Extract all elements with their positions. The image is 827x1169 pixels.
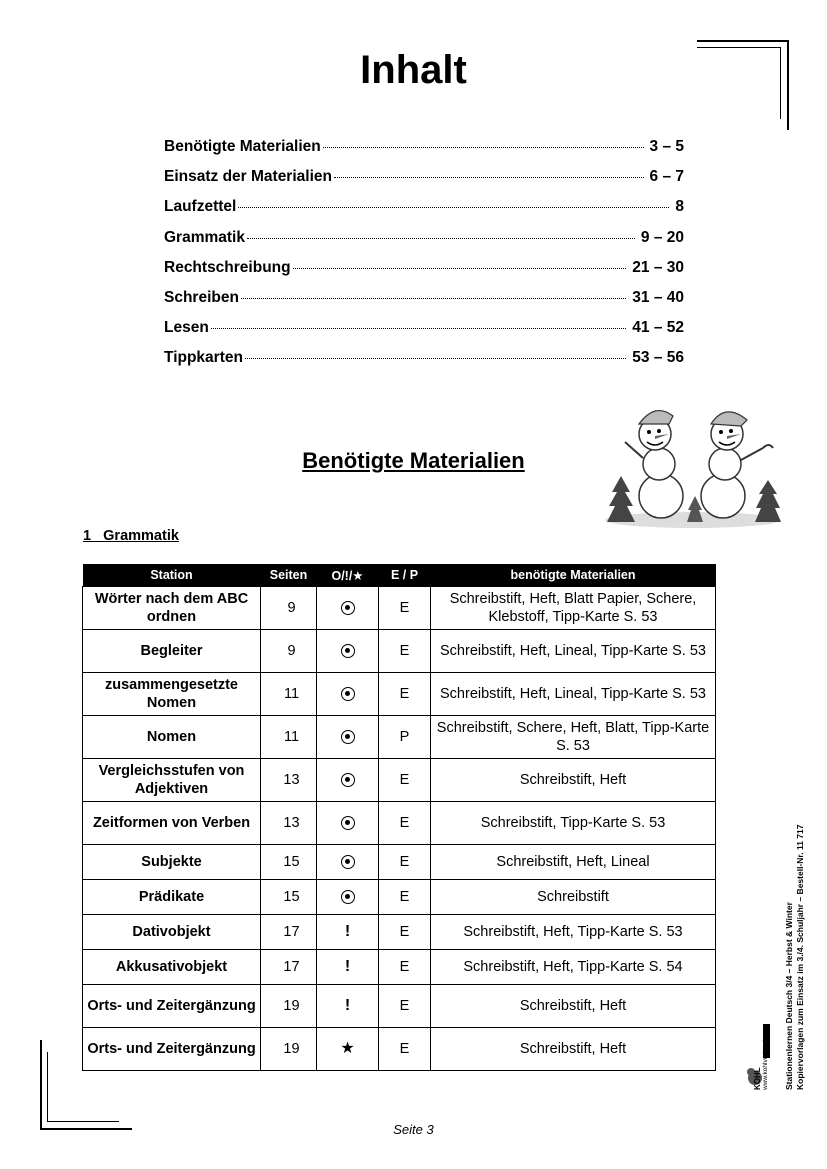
materials-cell: Schreibstift, Heft xyxy=(431,985,716,1028)
target-icon xyxy=(341,687,355,701)
ep-cell: E xyxy=(379,845,431,880)
materials-cell: Schreibstift, Heft xyxy=(431,759,716,802)
toc-entry-label: Laufzettel xyxy=(164,198,237,216)
seiten-cell: 15 xyxy=(261,845,317,880)
seiten-cell: 11 xyxy=(261,673,317,716)
seiten-cell: 9 xyxy=(261,630,317,673)
station-cell: Akkusativobjekt xyxy=(83,950,261,985)
seiten-cell: 15 xyxy=(261,880,317,915)
ep-cell: E xyxy=(379,759,431,802)
column-header-station: Station xyxy=(83,564,261,587)
materials-table xyxy=(82,564,716,1071)
materials-cell: Schreibstift, Tipp-Karte S. 53 xyxy=(431,802,716,845)
subsection-title: 1 Grammatik xyxy=(83,528,179,544)
exclamation-icon: ! xyxy=(317,985,379,1028)
symbol-cell xyxy=(317,880,379,915)
corner-decoration-top-right xyxy=(697,40,789,42)
station-cell: Zeitformen von Verben xyxy=(83,802,261,845)
table-row xyxy=(83,716,716,759)
toc-entry[interactable] xyxy=(164,289,684,319)
seiten-cell: 19 xyxy=(261,985,317,1028)
toc-leader-dots xyxy=(211,328,626,329)
ep-cell: E xyxy=(379,985,431,1028)
materials-cell: Schreibstift, Heft, Lineal xyxy=(431,845,716,880)
symbol-cell xyxy=(317,630,379,673)
toc-entry[interactable] xyxy=(164,259,684,289)
column-header-symbol: O/!/★ xyxy=(317,564,379,587)
table-header-row xyxy=(83,564,716,587)
toc-entry-pages: 21 – 30 xyxy=(632,258,684,276)
seiten-cell: 11 xyxy=(261,716,317,759)
toc-entry[interactable] xyxy=(164,138,684,168)
symbol-cell xyxy=(317,716,379,759)
column-header-materialien: benötigte Materialien xyxy=(431,564,716,587)
side-imprint xyxy=(784,825,805,1091)
toc-entry-label: Schreiben xyxy=(164,288,239,306)
seiten-cell: 19 xyxy=(261,1028,317,1071)
station-cell: Orts- und Zeitergänzung xyxy=(83,985,261,1028)
toc-entry-label: Lesen xyxy=(164,319,209,337)
materials-cell: Schreibstift, Heft, Blatt Papier, Schere, Klebstoff, Tipp-Karte S. 53 xyxy=(431,587,716,630)
materials-cell: Schreibstift, Heft, Lineal, Tipp-Karte S. 53 xyxy=(431,673,716,716)
station-cell: Dativobjekt xyxy=(83,915,261,950)
toc-entry-pages: 53 – 56 xyxy=(632,349,684,367)
exclamation-icon: ! xyxy=(317,950,379,985)
station-cell: Orts- und Zeitergänzung xyxy=(83,1028,261,1071)
exclamation-icon: ! xyxy=(317,915,379,950)
station-cell: Wörter nach dem ABC ordnen xyxy=(83,587,261,630)
corner-decoration-bottom-left xyxy=(47,1052,48,1122)
target-icon xyxy=(341,855,355,869)
ep-cell: E xyxy=(379,880,431,915)
publisher-name: KOHL xyxy=(753,1067,762,1090)
seiten-cell: 13 xyxy=(261,759,317,802)
publisher-text xyxy=(754,1036,770,1090)
table-row xyxy=(83,759,716,802)
toc-entry-pages: 3 – 5 xyxy=(649,138,684,155)
ep-cell: E xyxy=(379,630,431,673)
station-cell: Subjekte xyxy=(83,845,261,880)
toc-entry-label: Tippkarten xyxy=(164,349,243,367)
target-icon xyxy=(341,816,355,830)
toc-leader-dots xyxy=(238,207,669,208)
symbol-cell xyxy=(317,802,379,845)
toc-entry-pages: 6 – 7 xyxy=(649,168,684,186)
station-cell: Vergleichsstufen von Adjektiven xyxy=(83,759,261,802)
toc-leader-dots xyxy=(323,147,644,148)
table-row xyxy=(83,985,716,1028)
toc-entry[interactable] xyxy=(164,198,684,228)
publisher-url: www.kohlverlag.de xyxy=(762,1035,769,1090)
table-row xyxy=(83,915,716,950)
toc-leader-dots xyxy=(247,238,635,239)
toc-entry-pages: 41 – 52 xyxy=(632,319,684,337)
toc-entry[interactable] xyxy=(164,168,684,198)
star-icon: ★ xyxy=(317,1028,379,1071)
station-cell: Prädikate xyxy=(83,880,261,915)
materials-cell: Schreibstift, Heft, Lineal, Tipp-Karte S. 53 xyxy=(431,630,716,673)
table-row xyxy=(83,587,716,630)
table-row xyxy=(83,802,716,845)
table-row xyxy=(83,1028,716,1071)
toc-entry-pages: 9 – 20 xyxy=(640,228,684,246)
toc-entry-label: Einsatz der Materialien xyxy=(164,168,332,186)
target-icon xyxy=(341,644,355,658)
toc-entry[interactable] xyxy=(164,349,684,379)
table-row xyxy=(83,950,716,985)
column-header-seiten: Seiten xyxy=(261,564,317,587)
materials-cell: Schreibstift, Heft, Tipp-Karte S. 54 xyxy=(431,950,716,985)
seiten-cell: 13 xyxy=(261,802,317,845)
toc-leader-dots xyxy=(293,268,627,269)
symbol-cell xyxy=(317,845,379,880)
station-cell: Begleiter xyxy=(83,630,261,673)
ep-cell: E xyxy=(379,915,431,950)
target-icon xyxy=(341,773,355,787)
materials-cell: Schreibstift, Heft xyxy=(431,1028,716,1071)
table-row xyxy=(83,630,716,673)
corner-decoration-bottom-left xyxy=(40,1040,42,1130)
toc-entry-label: Rechtschreibung xyxy=(164,258,291,276)
toc-entry[interactable] xyxy=(164,229,684,259)
toc-entry[interactable] xyxy=(164,319,684,349)
toc-leader-dots xyxy=(241,298,626,299)
ep-cell: E xyxy=(379,950,431,985)
toc-entry-label: Benötigte Materialien xyxy=(164,138,321,155)
station-cell: Nomen xyxy=(83,716,261,759)
target-icon xyxy=(341,730,355,744)
ep-cell: E xyxy=(379,587,431,630)
ep-cell: E xyxy=(379,802,431,845)
materials-cell: Schreibstift xyxy=(431,880,716,915)
toc-leader-dots xyxy=(334,177,644,178)
toc-entry-pages: 8 xyxy=(675,198,684,216)
symbol-cell xyxy=(317,587,379,630)
materials-cell: Schreibstift, Heft, Tipp-Karte S. 53 xyxy=(431,915,716,950)
page-title: Inhalt xyxy=(360,48,467,92)
seiten-cell: 9 xyxy=(261,587,317,630)
materials-cell: Schreibstift, Schere, Heft, Blatt, Tipp-Karte S. 53 xyxy=(431,716,716,759)
column-header-ep: E / P xyxy=(379,564,431,587)
station-cell: zusammengesetzte Nomen xyxy=(83,673,261,716)
table-row xyxy=(83,880,716,915)
symbol-cell xyxy=(317,759,379,802)
table-row xyxy=(83,845,716,880)
seiten-cell: 17 xyxy=(261,915,317,950)
page-footer: Seite 3 xyxy=(393,1122,434,1137)
seiten-cell: 17 xyxy=(261,950,317,985)
toc-entry-pages: 31 – 40 xyxy=(632,288,684,306)
ep-cell: P xyxy=(379,716,431,759)
ep-cell: E xyxy=(379,1028,431,1071)
ep-cell: E xyxy=(379,673,431,716)
target-icon xyxy=(341,601,355,615)
side-imprint-line2: Kopiervorlagen zum Einsatz im 3./4. Schuljahr – Bestell-Nr. 11 717 xyxy=(794,824,805,1090)
target-icon xyxy=(341,890,355,904)
toc-entry-label: Grammatik xyxy=(164,228,245,246)
toc-leader-dots xyxy=(245,358,626,359)
table-row xyxy=(83,673,716,716)
section-title: Benötigte Materialien xyxy=(302,448,525,473)
side-imprint-line1: Stationenlernen Deutsch 3/4 – Herbst & Winter xyxy=(784,902,794,1090)
table-of-contents xyxy=(164,138,684,380)
symbol-cell xyxy=(317,673,379,716)
